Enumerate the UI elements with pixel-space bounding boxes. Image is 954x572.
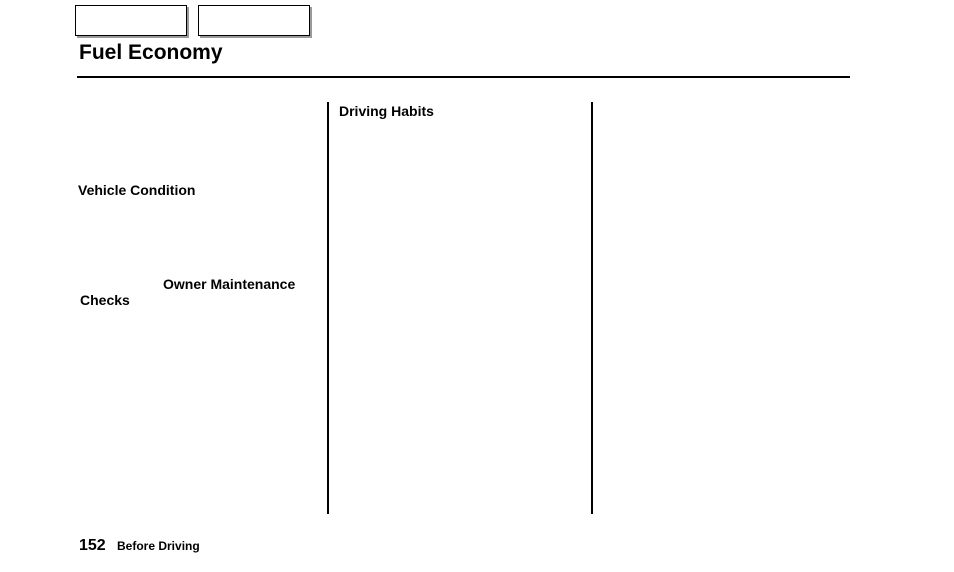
- page-number: 152: [79, 537, 106, 554]
- heading-vehicle-condition: Vehicle Condition: [78, 182, 196, 198]
- column-divider-right: [591, 102, 593, 514]
- page-title: Fuel Economy: [79, 41, 223, 64]
- nav-button-index[interactable]: [198, 5, 310, 36]
- section-name[interactable]: Before Driving: [117, 539, 200, 553]
- heading-owner-maintenance[interactable]: Owner Maintenance: [163, 276, 296, 292]
- heading-driving-habits: Driving Habits: [339, 103, 434, 119]
- column-divider-left: [327, 102, 329, 514]
- nav-button-main-menu[interactable]: [75, 5, 187, 36]
- heading-checks[interactable]: Checks: [80, 292, 130, 308]
- title-divider: [77, 76, 850, 78]
